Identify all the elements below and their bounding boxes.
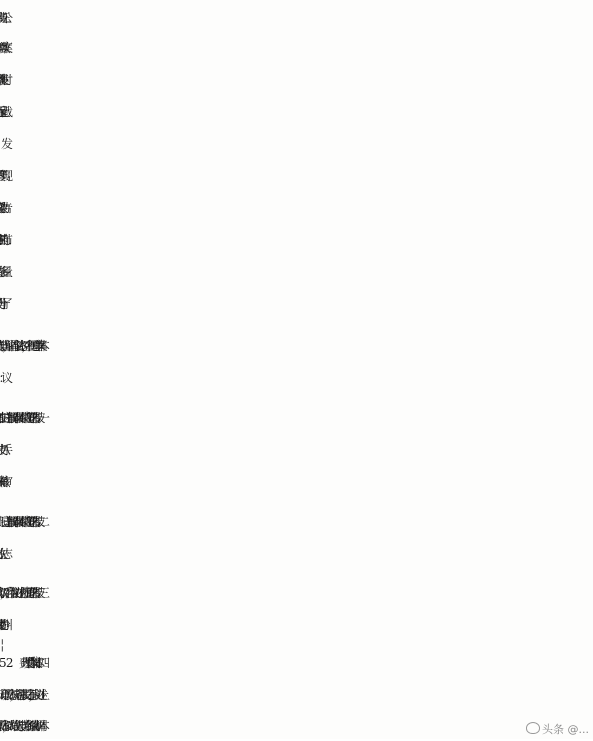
text-line-15: [1, 610, 593, 640]
text-line-8: [1, 225, 593, 255]
text-line-10: [1, 289, 593, 319]
closing-line: [38, 711, 593, 741]
paragraph-line-1: [38, 331, 593, 361]
watermark-logo-icon: [526, 722, 540, 734]
text-line-14: [1, 539, 593, 569]
watermark-text: 头条 @...: [542, 723, 589, 736]
agreement-item-4: [38, 648, 593, 678]
text-line-2: [1, 33, 593, 63]
confirmation-line: [38, 680, 593, 710]
text-line-9: [1, 257, 593, 287]
text-line-11: [1, 363, 593, 393]
text-line-4: [1, 97, 593, 127]
text-line-13: [1, 467, 593, 497]
agreement-item-3: [38, 578, 593, 608]
agreement-item-1: [38, 403, 593, 433]
agreement-item-2: [38, 507, 593, 537]
text-line-1: [1, 3, 593, 33]
watermark: [526, 721, 589, 737]
text-line-6: [1, 161, 593, 191]
text-line-3: [1, 65, 593, 95]
margin-mark: ¦: [0, 637, 5, 653]
text-line-5: [1, 129, 593, 159]
text-line-7: [1, 193, 593, 223]
text-line-12: [1, 435, 593, 465]
